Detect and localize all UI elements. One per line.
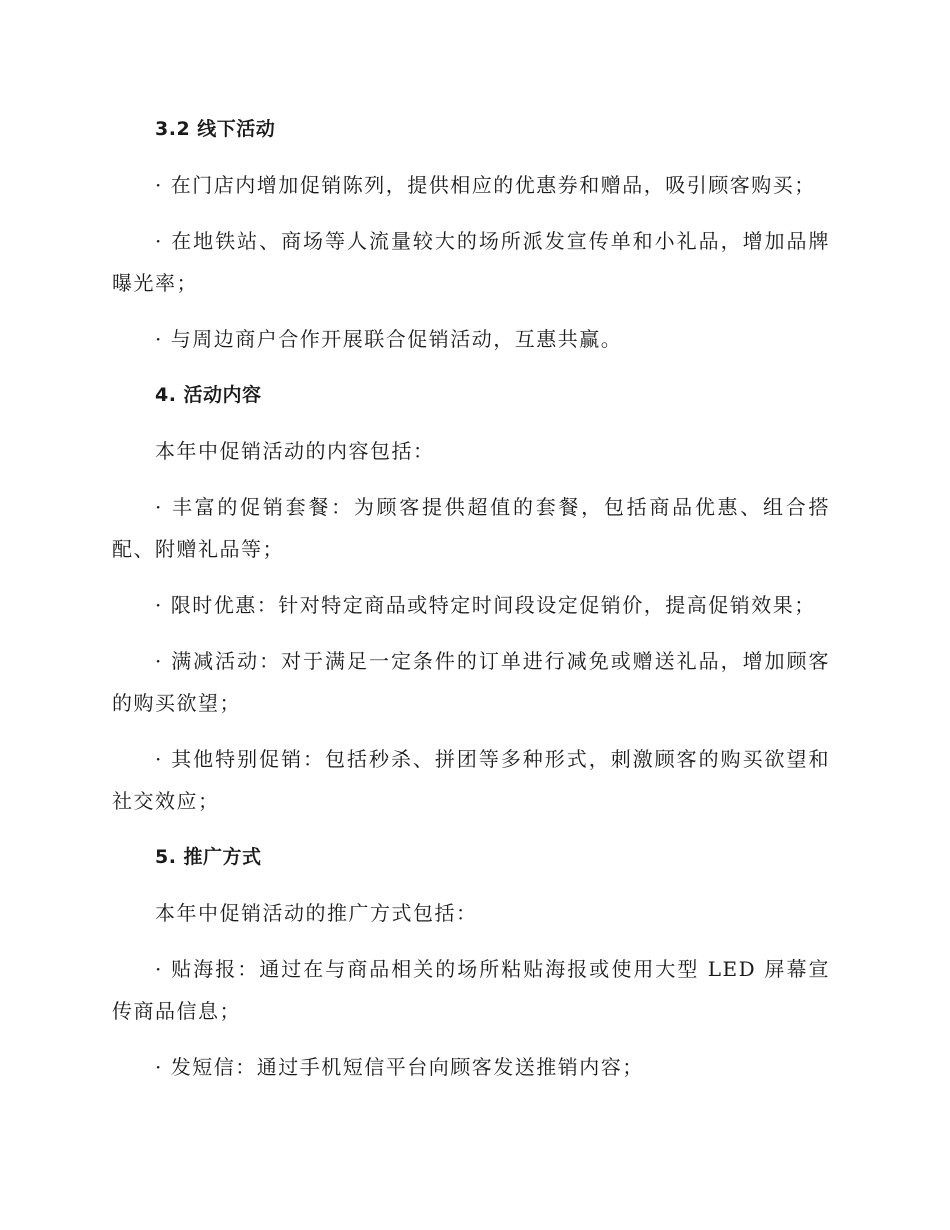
section-heading-activity-content: 4. 活动内容 [155, 384, 262, 406]
bullet-store-display: · 在门店内增加促销陈列，提供相应的优惠券和赠品，吸引顾客购买； [155, 173, 816, 197]
bullet-discount-threshold: · 满减活动：对于满足一定条件的订单进行减免或赠送礼品，增加顾客的购买欲望； [112, 649, 830, 715]
document-body [112, 108, 830, 1102]
paragraph-content-intro: 本年中促销活动的内容包括： [155, 439, 435, 463]
bullet-special-promotions: · 其他特别促销：包括秒杀、拼团等多种形式，刺激顾客的购买欲望和社交效应； [112, 747, 830, 813]
bullet-posters: · 贴海报：通过在与商品相关的场所粘贴海报或使用大型 LED 屏幕宣传商品信息； [112, 957, 830, 1023]
bullet-promo-packages: · 丰富的促销套餐：为顾客提供超值的套餐，包括商品优惠、组合搭配、附赠礼品等； [112, 495, 830, 561]
section-heading-offline-activities: 3.2 线下活动 [155, 118, 276, 140]
paragraph-methods-intro: 本年中促销活动的推广方式包括： [155, 901, 478, 925]
bullet-sms: · 发短信：通过手机短信平台向顾客发送推销内容； [155, 1055, 644, 1079]
bullet-partner-promotion: · 与周边商户合作开展联合促销活动，互惠共赢。 [155, 327, 623, 351]
bullet-limited-time-offer: · 限时优惠：针对特定商品或特定时间段设定促销价，提高促销效果； [155, 593, 816, 617]
section-heading-promotion-methods: 5. 推广方式 [155, 846, 262, 868]
bullet-flyers-gifts: · 在地铁站、商场等人流量较大的场所派发宣传单和小礼品，增加品牌曝光率； [112, 229, 830, 295]
